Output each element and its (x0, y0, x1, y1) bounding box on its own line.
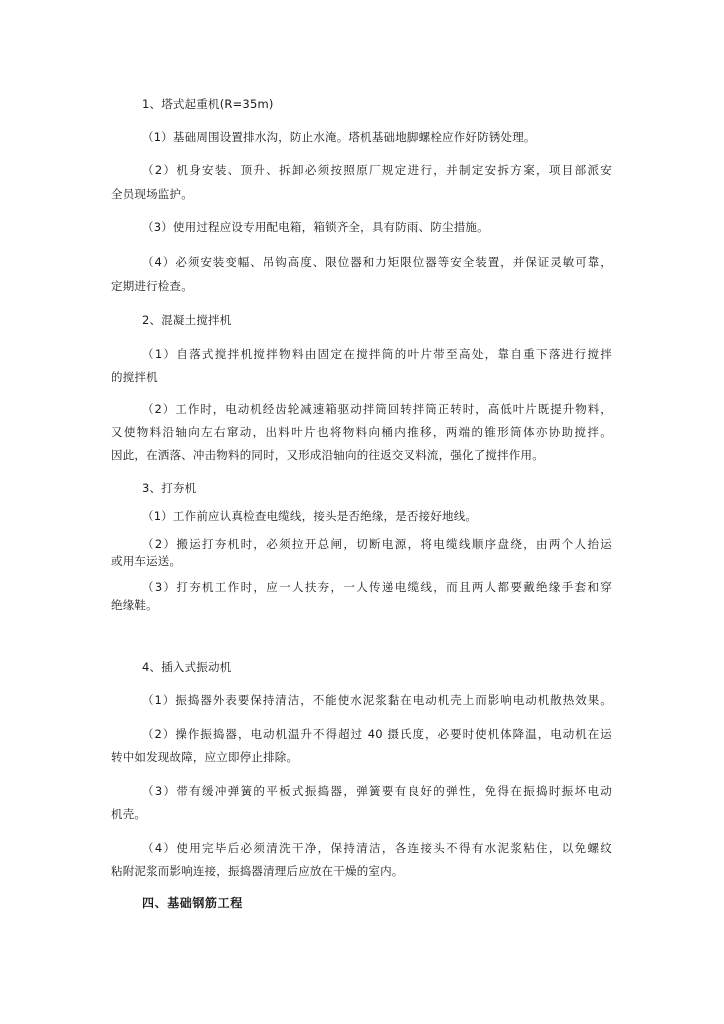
s4-p4-line1: （4）使用完毕后必须清洗干净，保持清洁，各连接头不得有水泥浆粘住，以免螺纹 (142, 841, 612, 855)
s4-p1-line1: （1）振捣器外表要保持清洁，不能使水泥浆黏在电动机壳上而影响电动机散热效果。 (142, 693, 612, 707)
s3-p3-line2: 绝缘鞋。 (111, 598, 158, 612)
chapter-heading: 四、基础钢筋工程 (142, 896, 243, 910)
section-1-title: 1、塔式起重机(R=35m) (142, 97, 274, 111)
s2-p1-line1: （1）自落式搅拌机搅拌物料由固定在搅拌筒的叶片带至高处，靠自重下落进行搅拌 (142, 347, 612, 361)
s4-p3-line1: （3）带有缓冲弹簧的平板式振捣器，弹簧要有良好的弹性，免得在振捣时振坏电动 (142, 784, 612, 798)
s3-p2-line2: 或用车运送。 (111, 554, 182, 568)
s1-p4-line2: 定期进行检查。 (111, 279, 193, 293)
s1-p4-line1: （4）必须安装变幅、吊钩高度、限位器和力矩限位器等安全装置，并保证灵敏可靠， (142, 255, 612, 269)
section-4-title: 4、插入式振动机 (142, 660, 232, 674)
section-2-title: 2、混凝土搅拌机 (142, 313, 232, 327)
s1-p2-line2: 全员现场监护。 (111, 187, 193, 201)
s2-p1-line2: 的搅拌机 (111, 370, 158, 384)
s1-p2-line1: （2）机身安装、顶升、拆卸必须按照原厂规定进行，并制定安拆方案，项目部派安 (142, 163, 612, 177)
s4-p2-line1: （2）操作振捣器，电动机温升不得超过 40 摄氏度，必要时使机体降温，电动机在运 (142, 727, 612, 741)
s4-p3-line2: 机壳。 (111, 807, 147, 821)
s3-p2-line1: （2）搬运打夯机时，必须拉开总闸，切断电源，将电缆线顺序盘绕，由两个人抬运 (142, 537, 612, 551)
s3-p3-line1: （3）打夯机工作时，应一人扶夯，一人传递电缆线，而且两人都要戴绝缘手套和穿 (142, 580, 612, 594)
s4-p2-line2: 转中如发现故障，应立即停止排除。 (111, 750, 299, 764)
s3-p1-line1: （1）工作前应认真检查电缆线，接头是否绝缘，是否接好地线。 (142, 509, 478, 523)
s1-p3-line1: （3）使用过程应设专用配电箱，箱锁齐全，具有防雨、防尘措施。 (142, 220, 489, 234)
s2-p2-line3: 因此，在洒落、冲击物料的同时，又形成沿轴向的往返交叉料流，强化了搅拌作用。 (111, 448, 544, 462)
s2-p2-line1: （2）工作时，电动机经齿轮减速箱驱动拌筒回转拌筒正转时，高低叶片既提升物料， (142, 402, 612, 416)
s4-p4-line2: 粘附泥浆而影响连接，振捣器清理后应放在干燥的室内。 (111, 864, 404, 878)
section-3-title: 3、打夯机 (142, 481, 197, 495)
s2-p2-line2: 又使物料沿轴向左右窜动，出料叶片也将物料向桶内推移，两端的锥形筒体亦协助搅拌。 (111, 425, 612, 439)
s1-p1-line1: （1）基础周围设置排水沟，防止水淹。塔机基础地脚螺栓应作好防锈处理。 (142, 130, 536, 144)
